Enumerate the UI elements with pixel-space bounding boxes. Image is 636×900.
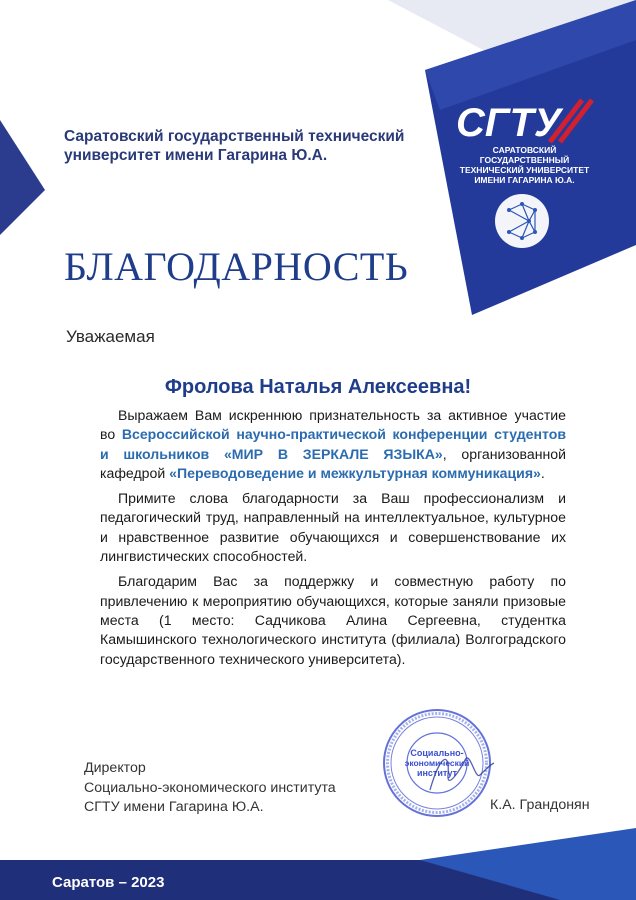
sstu-logo bbox=[450, 92, 600, 146]
sei-network-emblem-icon bbox=[493, 192, 551, 250]
logo-caption-line-2: ТЕХНИЧЕСКИЙ УНИВЕРСИТЕТ bbox=[459, 165, 590, 175]
body-paragraph-2: Примите слова благодарности за Ваш профессионализм и педагогический труд, направленный на интеллектуальное, культурное и нравственное развитие обучающихся и совершенствование их лингвистических способностей. bbox=[100, 490, 566, 565]
university-name bbox=[64, 127, 424, 165]
document-title: БЛАГОДАРНОСТЬ bbox=[64, 244, 409, 289]
logo-mark-text: СГТУ bbox=[456, 101, 561, 145]
university-line-1: Саратовский государственный технический bbox=[64, 128, 405, 145]
p1-end: . bbox=[540, 464, 545, 481]
p1-start: Выражаем Вам искреннюю признательность за активное участие во bbox=[100, 407, 566, 443]
signatory-role bbox=[84, 759, 336, 818]
signatory-role-line-2: Социально-экономического института bbox=[84, 779, 336, 796]
university-line-2: университет имени Гагарина Ю.А. bbox=[64, 147, 328, 164]
logo-caption-line-1: САРАТОВСКИЙ ГОСУДАРСТВЕННЫЙ bbox=[479, 145, 570, 165]
department-name: «Переводоведение и межкультурная коммуникация» bbox=[169, 464, 541, 481]
signatory-name: К.А. Грандонян bbox=[490, 797, 590, 813]
signatory-role-line-1: Директор bbox=[84, 760, 146, 776]
handwritten-signature bbox=[420, 735, 500, 805]
stamp-line-2: экономический bbox=[404, 758, 470, 768]
salutation: Уважаемая bbox=[66, 327, 155, 346]
body-paragraph-3: Благодарим Вас за поддержку и совместную работу по привлечению к мероприятию обучающихся, которые заняли призовые места (1 место: Садчикова Алина Сергеевна, студентка Камышинского технологического института (филиала) Волгоградского государственного технического университета). bbox=[100, 573, 566, 667]
body-paragraph-1 bbox=[100, 406, 566, 483]
stamp-line-1: Социально- bbox=[410, 748, 464, 758]
recipient-name: Фролова Наталья Алексеевна! bbox=[164, 376, 472, 398]
logo-caption-line-3: ИМЕНИ ГАГАРИНА Ю.А. bbox=[474, 175, 575, 185]
signatory-role-line-3: СГТУ имени Гагарина Ю.А. bbox=[84, 799, 264, 815]
conference-name: Всероссийской научно-практической конференции студентов и школьников «МИР В ЗЕРКАЛЕ ЯЗЫКА» bbox=[100, 426, 566, 462]
logo-caption bbox=[452, 145, 597, 185]
body-text bbox=[100, 406, 566, 675]
footer-city-year: Саратов – 2023 bbox=[52, 874, 165, 891]
left-triangle bbox=[0, 120, 45, 235]
p1-mid: , организованной кафедрой bbox=[100, 445, 567, 481]
stamp-line-3: институт bbox=[416, 768, 458, 778]
